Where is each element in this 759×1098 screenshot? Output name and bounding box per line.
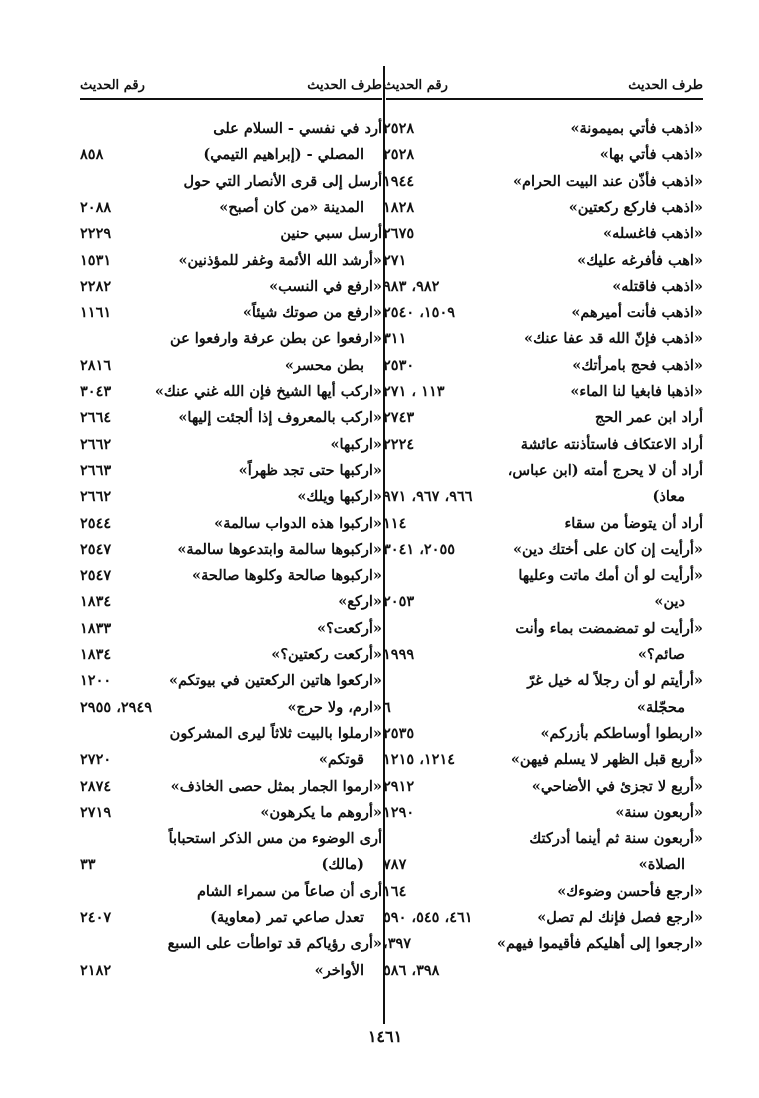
index-entry-row bbox=[80, 827, 382, 853]
entry-text: «اركع» bbox=[338, 593, 382, 611]
entry-text: «أرى رؤياكم قد تواطأت على السبع bbox=[167, 935, 382, 953]
entry-number: ٢٠٥٣ bbox=[383, 593, 415, 611]
entry-text: «اذهب فأذّن عند البيت الحرام» bbox=[512, 172, 703, 190]
entry-text: «أربعون سنة ثم أينما أدركتك bbox=[529, 830, 703, 848]
entry-number: ٢٥٢٨ bbox=[383, 120, 415, 137]
entry-number: ١٨٣٣ bbox=[80, 619, 112, 637]
index-entry-row bbox=[80, 853, 382, 879]
entry-number: ١٩٩٩ bbox=[383, 646, 415, 663]
entry-text: «أرأيت لو تمضمضت بماء وأنت bbox=[515, 619, 703, 637]
entry-text: «ارجع فأحسن وضوءك» bbox=[557, 882, 703, 900]
entry-number: ٣٣ bbox=[80, 856, 96, 874]
index-entry-row bbox=[80, 801, 382, 827]
index-entry-row bbox=[383, 880, 703, 906]
entry-number: ٢٧١ bbox=[383, 251, 407, 269]
entry-text: «ارفعوا عن بطن عرفة وارفعوا عن bbox=[170, 330, 382, 348]
entry-number: ٢٦٦٢ bbox=[80, 488, 112, 506]
index-entry-row bbox=[383, 827, 703, 853]
entry-number: ٢٠٥٥، ٣٠٤١ bbox=[383, 540, 456, 558]
entry-text: «اركبوها صالحة وكلوها صالحة» bbox=[192, 567, 382, 585]
index-entry-row bbox=[383, 722, 703, 748]
index-entry-row bbox=[383, 959, 703, 985]
entry-number: ٣٠٤٣ bbox=[80, 383, 112, 400]
index-entry-row bbox=[80, 143, 382, 169]
left-header-number: رقم الحديث bbox=[80, 78, 145, 93]
index-entry-row bbox=[80, 906, 382, 932]
entry-text: «اركبوها سالمة وابتدعوها سالمة» bbox=[177, 540, 382, 558]
entry-number: ٢٩١٢ bbox=[383, 777, 415, 795]
entry-number: ٢٢٢٤ bbox=[383, 435, 415, 453]
entry-text: معاذ) bbox=[652, 488, 685, 506]
index-entry-row bbox=[80, 722, 382, 748]
entry-text: «ارفع في النسب» bbox=[269, 277, 382, 295]
entry-text: دين» bbox=[654, 593, 685, 611]
entry-text: «اركبوا هذه الدواب سالمة» bbox=[214, 514, 382, 532]
entry-text: «أركعت؟» bbox=[317, 619, 382, 637]
index-entry-row bbox=[80, 880, 382, 906]
index-entry-row bbox=[80, 538, 382, 564]
entry-number: ١٥٣١ bbox=[80, 251, 112, 269]
index-entry-row bbox=[383, 564, 703, 590]
entry-text: «اذهب فأتي بميمونة» bbox=[570, 120, 703, 137]
entry-text: «ارفع من صوتك شيئاً» bbox=[242, 304, 382, 322]
index-entry-row bbox=[383, 853, 703, 879]
index-entry-row bbox=[80, 222, 382, 248]
entry-text: «ارموا الجمار بمثل حصى الخاذف» bbox=[170, 777, 382, 795]
entry-text: «ارم، ولا حرج» bbox=[287, 698, 382, 716]
index-entry-row bbox=[383, 775, 703, 801]
entry-number: ٢٨٧٤ bbox=[80, 777, 112, 795]
entry-text: «ارجعوا إلى أهليكم فأقيموا فيهم» bbox=[496, 935, 703, 953]
entry-text: المصلي - (إبراهيم التيمي) bbox=[203, 146, 364, 164]
index-entry-row bbox=[80, 590, 382, 616]
entry-text: قوتكم» bbox=[318, 751, 364, 769]
entry-number: ٢٥٤٧ bbox=[80, 540, 112, 558]
entry-text: المدينة «من كان أصبح» bbox=[219, 198, 364, 216]
index-entry-row bbox=[80, 775, 382, 801]
index-entry-row bbox=[383, 143, 703, 169]
entry-text: «أربعون سنة» bbox=[615, 803, 703, 821]
index-entry-row bbox=[383, 380, 703, 406]
index-entry-row bbox=[383, 117, 703, 143]
entry-number: ٣٩٨، ٥٨٦ bbox=[383, 961, 440, 979]
entry-number: ٢٧٤٣ bbox=[383, 409, 415, 427]
index-entry-row bbox=[80, 564, 382, 590]
entry-text: «اركب أيها الشيخ فإن الله غني عنك» bbox=[154, 383, 382, 400]
entry-number: ١٨٣٤ bbox=[80, 646, 112, 663]
entry-text: «ارجع فصل فإنك لم تصل» bbox=[537, 909, 703, 926]
entry-number: ٦ bbox=[383, 698, 391, 716]
entry-text: «اذهب فاركع ركعتين» bbox=[568, 198, 703, 216]
entry-number: ١٨٢٨ bbox=[383, 198, 415, 216]
entry-number: ٩٦٦، ٩٦٧، ٩٧١ bbox=[383, 488, 473, 506]
index-entry-row bbox=[80, 459, 382, 485]
index-entry-row bbox=[80, 327, 382, 353]
index-entry-row bbox=[80, 196, 382, 222]
entry-number: ١٦٤ bbox=[383, 882, 407, 900]
index-entry-row bbox=[383, 433, 703, 459]
entry-text: «اذهب فاغسله» bbox=[603, 225, 703, 243]
entry-number: ٨٥٨ bbox=[80, 146, 104, 164]
entry-text: «اذهب فاقتله» bbox=[612, 277, 703, 295]
index-entry-row bbox=[383, 301, 703, 327]
entry-number: ١١٦١ bbox=[80, 304, 112, 322]
index-entry-row bbox=[80, 959, 382, 985]
entry-number: ٢٠٨٨ bbox=[80, 198, 112, 216]
index-entry-row bbox=[383, 170, 703, 196]
entry-number: ١٨٣٤ bbox=[80, 593, 112, 611]
index-entry-row bbox=[80, 275, 382, 301]
index-entry-row bbox=[80, 696, 382, 722]
entry-number: ٢٨١٦ bbox=[80, 356, 112, 374]
entry-number: ٢٧٢٠ bbox=[80, 751, 112, 769]
index-entry-row bbox=[80, 301, 382, 327]
entry-text: «اهب فأفرغه عليك» bbox=[577, 251, 703, 269]
entry-text: «اربطوا أوساطكم بأزركم» bbox=[540, 724, 703, 742]
entry-text: الصلاة» bbox=[638, 856, 685, 874]
index-entry-row bbox=[383, 459, 703, 485]
entry-number: ٢٩٤٩، ٢٩٥٥ bbox=[80, 698, 153, 716]
entry-text: «أرشد الله الأئمة وغفر للمؤذنين» bbox=[178, 251, 382, 269]
index-entry-row bbox=[80, 512, 382, 538]
entry-text: بطن محسر» bbox=[284, 356, 364, 374]
entry-number: ١٩٤٤ bbox=[383, 172, 415, 190]
index-entry-row bbox=[80, 485, 382, 511]
index-entry-row bbox=[383, 249, 703, 275]
index-entry-row bbox=[383, 801, 703, 827]
index-entry-row bbox=[383, 222, 703, 248]
page-number: ١٤٦١ bbox=[367, 1027, 403, 1046]
entry-number: ٢٤٠٧ bbox=[80, 909, 112, 926]
entry-number: ٢٦٦٣ bbox=[80, 461, 112, 479]
entry-number: ٢٦٦٢ bbox=[80, 435, 112, 453]
index-entry-row bbox=[383, 538, 703, 564]
index-entry-row bbox=[383, 906, 703, 932]
index-entry-row bbox=[383, 696, 703, 722]
entry-text: «اذهب فأتي بها» bbox=[599, 146, 703, 164]
entry-text: أراد أن يتوضأ من سقاء bbox=[564, 514, 703, 532]
entry-number: ٢٥٣٠ bbox=[383, 356, 415, 374]
right-column-header bbox=[383, 76, 703, 98]
entry-text: أرى الوضوء من مس الذكر استحباباً bbox=[168, 830, 382, 848]
right-header-title: طرف الحديث bbox=[628, 78, 703, 93]
entry-number: ٢٢٨٢ bbox=[80, 277, 112, 295]
entry-text: «اركعوا هاتين الركعتين في بيوتكم» bbox=[168, 672, 382, 690]
right-column bbox=[383, 0, 703, 1098]
entry-text: الأواخر» bbox=[314, 961, 364, 979]
index-entry-row bbox=[383, 669, 703, 695]
entry-text: «أرأيت إن كان على أختك دين» bbox=[512, 540, 703, 558]
entry-text: (مالك) bbox=[321, 856, 364, 874]
entry-number: ٢٧١٩ bbox=[80, 803, 112, 821]
left-column-header bbox=[80, 76, 382, 98]
index-entry-row bbox=[80, 354, 382, 380]
entry-number: ٢٥٣٥ bbox=[383, 724, 415, 742]
left-header-title: طرف الحديث bbox=[307, 78, 382, 93]
entry-text: «اذهب فأنت أميرهم» bbox=[571, 304, 703, 322]
entry-text: صائم؟» bbox=[637, 646, 685, 663]
entry-text: «اركبها» bbox=[330, 435, 382, 453]
index-entry-row bbox=[383, 275, 703, 301]
entry-text: أراد ابن عمر الحج bbox=[595, 409, 703, 427]
index-entry-row bbox=[383, 327, 703, 353]
entry-number: ٢٦٧٥ bbox=[383, 225, 415, 243]
entry-text: «أروهم ما يكرهون» bbox=[260, 803, 382, 821]
entry-text: «اركب بالمعروف إذا ألجئت إليها» bbox=[178, 409, 382, 427]
entry-number: ٤٦١، ٥٤٥، ٥٩٠ bbox=[383, 909, 473, 926]
entry-text: «أركعت ركعتين؟» bbox=[271, 646, 382, 663]
index-entry-row bbox=[80, 380, 382, 406]
entry-text: أرد في نفسي - السلام على bbox=[213, 120, 382, 137]
entry-text: «أربع قبل الظهر لا يسلم فيهن» bbox=[510, 751, 703, 769]
entry-text: أرسل سبي حنين bbox=[280, 225, 382, 243]
entry-text: تعدل صاعي تمر (معاوية) bbox=[210, 909, 364, 926]
entry-number: ١٢٩٠ bbox=[383, 803, 415, 821]
entry-number: ١٥٠٩، ٢٥٤٠ bbox=[383, 304, 456, 322]
entry-number: ٢١٨٢ bbox=[80, 961, 112, 979]
entry-text: أراد أن لا يحرج أمته (ابن عباس، bbox=[507, 461, 703, 479]
entry-text: «اركبها حتى تجد ظهراً» bbox=[238, 461, 382, 479]
index-entry-row bbox=[80, 932, 382, 958]
index-entry-row bbox=[80, 617, 382, 643]
index-entry-row bbox=[80, 249, 382, 275]
entry-number: ١١٣ ، ٢٧١ bbox=[383, 383, 445, 400]
entry-text: أرى أن صاعاً من سمراء الشام bbox=[196, 882, 382, 900]
entry-text: «اذهب فحج بامرأتك» bbox=[572, 356, 703, 374]
entry-text: «اذهبا فابغيا لنا الماء» bbox=[570, 383, 703, 400]
entry-text: «أرأيتم لو أن رجلاً له خيل غرّ bbox=[527, 672, 703, 690]
entry-number: ٢٢٢٩ bbox=[80, 225, 112, 243]
left-column bbox=[80, 0, 382, 1098]
index-entry-row bbox=[80, 669, 382, 695]
entry-text: «اذهب فإنّ الله قد عفا عنك» bbox=[524, 330, 703, 348]
entry-text: «ارملوا بالبيت ثلاثاً ليرى المشركون bbox=[169, 724, 382, 742]
index-entry-row bbox=[383, 748, 703, 774]
entry-number: ٢٥٢٨ bbox=[383, 146, 415, 164]
index-entry-row bbox=[383, 196, 703, 222]
entry-number: ٧٨٧ bbox=[383, 856, 407, 874]
index-entry-row bbox=[383, 932, 703, 958]
index-entry-row bbox=[383, 590, 703, 616]
index-entry-row bbox=[80, 406, 382, 432]
index-entry-row bbox=[80, 748, 382, 774]
index-entry-row bbox=[80, 433, 382, 459]
index-entry-row bbox=[80, 117, 382, 143]
index-entry-row bbox=[383, 512, 703, 538]
entry-text: «أرأيت لو أن أمك ماتت وعليها bbox=[518, 567, 703, 585]
index-entry-row bbox=[383, 643, 703, 669]
entry-number: ١٢١٤، ١٢١٥ bbox=[383, 751, 456, 769]
entry-text: أرسل إلى قرى الأنصار التي حول bbox=[183, 172, 382, 190]
index-entry-row bbox=[80, 170, 382, 196]
entry-text: محجّلة» bbox=[636, 698, 685, 716]
index-entry-row bbox=[383, 617, 703, 643]
entry-number: ١٢٠٠ bbox=[80, 672, 112, 690]
index-entry-row bbox=[383, 406, 703, 432]
entry-number: ٣١١ bbox=[383, 330, 407, 348]
right-header-number: رقم الحديث bbox=[383, 78, 448, 93]
entry-text: «اركبها ويلك» bbox=[297, 488, 382, 506]
entry-number: ٩٨٢، ٩٨٣ bbox=[383, 277, 440, 295]
entry-number: ٢٥٤٤ bbox=[80, 514, 112, 532]
entry-number: ١١٤ bbox=[383, 514, 407, 532]
entry-text: «أربع لا تجزئ في الأضاحي» bbox=[531, 777, 703, 795]
index-entry-row bbox=[383, 485, 703, 511]
index-entry-row bbox=[383, 354, 703, 380]
index-entry-row bbox=[80, 643, 382, 669]
entry-number: ٣٩٧، bbox=[383, 935, 412, 953]
entry-text: أراد الاعتكاف فاستأذنته عائشة bbox=[520, 435, 703, 453]
entry-number: ٢٥٤٧ bbox=[80, 567, 112, 585]
entry-number: ٢٦٦٤ bbox=[80, 409, 112, 427]
